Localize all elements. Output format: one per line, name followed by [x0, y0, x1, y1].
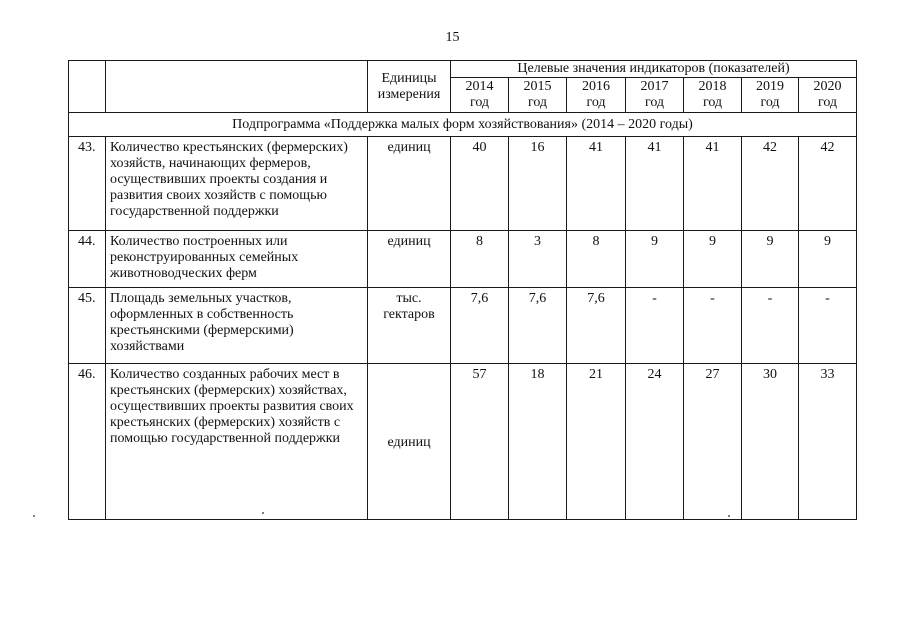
indicator-name: Площадь земельных участков, оформленных в собственность крестьянскими (фермерскими) хозяйствами: [106, 288, 368, 364]
unit-line-1: единиц: [387, 435, 431, 450]
header-num-cell: [69, 61, 106, 113]
header-year-2014: [451, 78, 509, 113]
row-number: 43.: [69, 137, 106, 231]
value-2019: -: [742, 288, 799, 364]
row-number: 44.: [69, 231, 106, 288]
year-label: 2019: [756, 79, 784, 94]
page-number: 15: [445, 30, 460, 45]
unit-cell: [368, 288, 451, 364]
header-unit-cell: [368, 61, 451, 113]
year-word: год: [586, 95, 606, 110]
header-row-title: [69, 61, 857, 78]
scan-speck: [728, 515, 730, 517]
table-row: [69, 231, 857, 288]
value-2014: 7,6: [451, 288, 509, 364]
year-word: год: [702, 95, 723, 110]
header-year-2017: [626, 78, 684, 113]
header-year-2015: [509, 78, 567, 113]
value-2017: 9: [626, 231, 684, 288]
indicator-name: Количество созданных рабочих мест в крестьянских (фермерских) хозяйствах, осуществивших проекты развития своих крестьянских (фермерских) хозяйств с помощью государственной поддержки: [106, 364, 368, 520]
value-2019: 42: [742, 137, 799, 231]
unit-cell: [368, 364, 451, 520]
year-label: 2016: [582, 79, 610, 94]
table-row: [69, 137, 857, 231]
value-2020: 9: [799, 231, 857, 288]
value-2017: 24: [626, 364, 684, 520]
year-label: 2017: [640, 79, 669, 94]
year-label: 2015: [523, 79, 552, 94]
year-word: год: [760, 95, 780, 110]
unit-cell: [368, 231, 451, 288]
header-target-title: Целевые значения индикаторов (показателей): [451, 61, 857, 78]
value-2016: 8: [567, 231, 626, 288]
subprogram-title: Подпрограмма «Поддержка малых форм хозяйствования» (2014 – 2020 годы): [69, 113, 857, 137]
unit-line-2: гектаров: [383, 307, 435, 322]
value-2020: 33: [799, 364, 857, 520]
indicators-table: [68, 60, 857, 520]
value-2017: 41: [626, 137, 684, 231]
year-label: 2018: [698, 79, 727, 94]
year-label: 2014: [465, 79, 494, 94]
value-2020: 42: [799, 137, 857, 231]
year-word: год: [644, 95, 665, 110]
value-2016: 41: [567, 137, 626, 231]
value-2018: 41: [684, 137, 742, 231]
year-word: год: [817, 95, 838, 110]
header-year-2016: [567, 78, 626, 113]
value-2015: 16: [509, 137, 567, 231]
scan-speck: [33, 515, 35, 517]
row-number: 46.: [69, 364, 106, 520]
value-2014: 40: [451, 137, 509, 231]
header-name-cell: [106, 61, 368, 113]
indicator-name: Количество построенных или реконструированных семейных животноводческих ферм: [106, 231, 368, 288]
value-2018: 27: [684, 364, 742, 520]
value-2019: 30: [742, 364, 799, 520]
value-2014: 8: [451, 231, 509, 288]
subprogram-row: [69, 113, 857, 137]
value-2016: 7,6: [567, 288, 626, 364]
value-2015: 7,6: [509, 288, 567, 364]
value-2015: 3: [509, 231, 567, 288]
unit-line-1: единиц: [387, 140, 431, 155]
year-word: год: [527, 95, 548, 110]
scan-speck: [262, 512, 264, 514]
header-year-2018: [684, 78, 742, 113]
unit-line-1: тыс.: [396, 291, 422, 306]
unit-line-1: единиц: [387, 234, 431, 249]
value-2019: 9: [742, 231, 799, 288]
value-2014: 57: [451, 364, 509, 520]
year-word: год: [469, 95, 490, 110]
header-year-2019: [742, 78, 799, 113]
header-year-2020: [799, 78, 857, 113]
value-2017: -: [626, 288, 684, 364]
unit-cell: [368, 137, 451, 231]
header-unit-label-2: измерения: [377, 86, 441, 102]
header-unit-label-1: Единицы: [381, 70, 437, 86]
value-2018: -: [684, 288, 742, 364]
value-2018: 9: [684, 231, 742, 288]
year-label: 2020: [813, 79, 842, 94]
table-row: [69, 364, 857, 520]
value-2015: 18: [509, 364, 567, 520]
value-2020: -: [799, 288, 857, 364]
value-2016: 21: [567, 364, 626, 520]
indicator-name: Количество крестьянских (фермерских) хозяйств, начинающих фермеров, осуществивших проекты создания и развития своих хозяйств с помощью государственной поддержки: [106, 137, 368, 231]
table-row: [69, 288, 857, 364]
row-number: 45.: [69, 288, 106, 364]
